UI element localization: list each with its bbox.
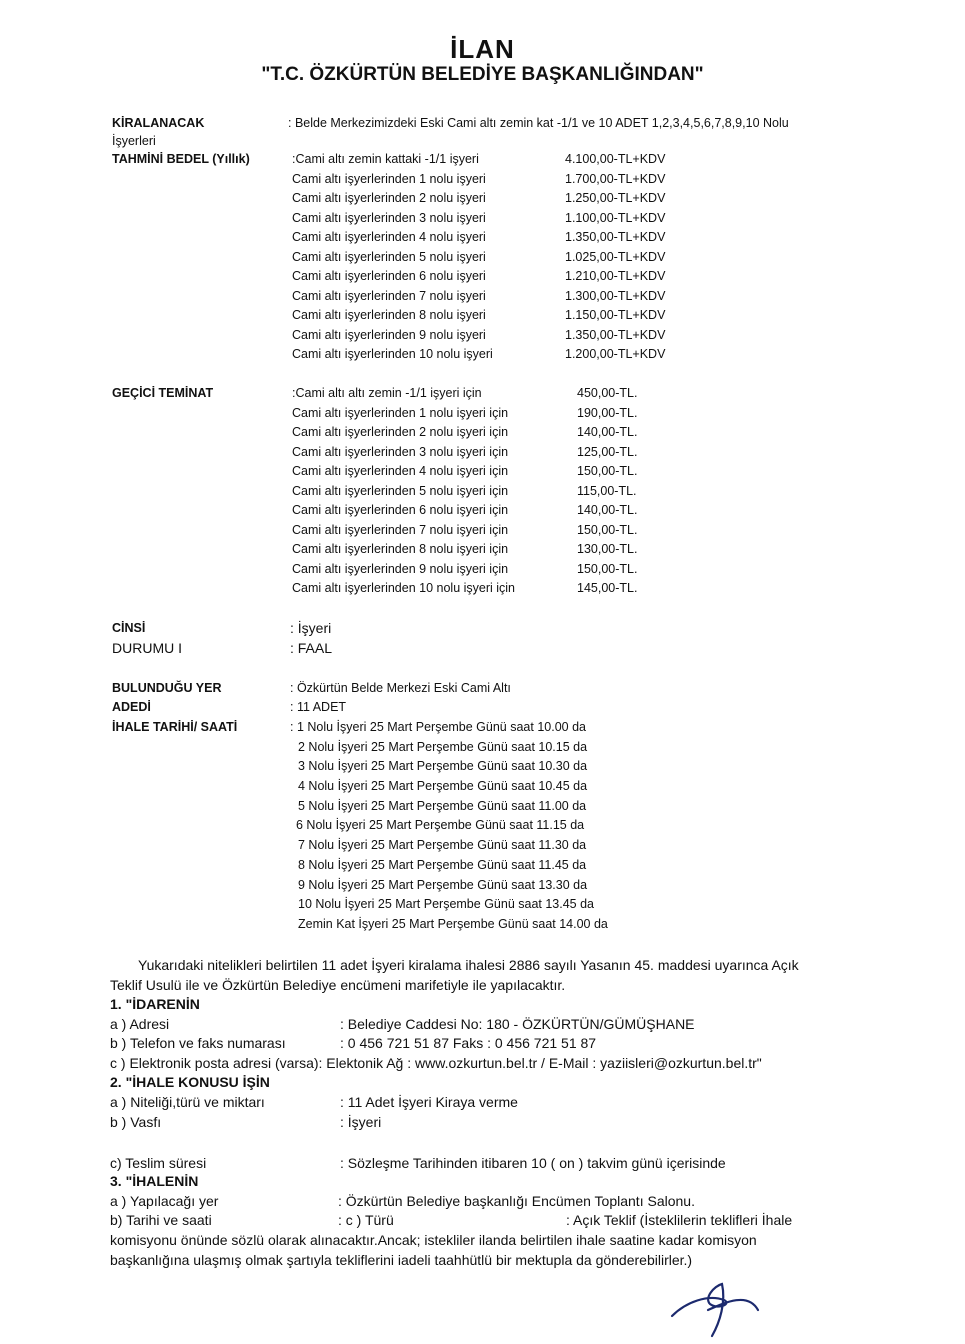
gecici-teminat-label: GEÇİCİ TEMİNAT [112, 386, 214, 400]
bedel-amount: 1.350,00-TL+KDV [565, 327, 666, 342]
notice-title: İLAN [450, 34, 515, 64]
ihale-row: Zemin Kat İşyeri 25 Mart Perşembe Günü saat 14.00 da [298, 916, 608, 931]
closing-line-1: komisyonu önünde sözlü olarak alınacaktır.Ancak; istekliler ilanda belirtilen ihale saatine kadar komisyon [110, 1232, 757, 1248]
teminat-amount: 145,00-TL. [577, 581, 638, 595]
bedel-desc: Cami altı işyerlerinden 1 nolu işyeri [292, 171, 486, 186]
signature-mark [668, 1280, 764, 1340]
teminat-row [292, 423, 692, 443]
teminat-desc: Cami altı işyerlerinden 6 nolu işyeri için [292, 503, 509, 517]
teminat-desc: Cami altı işyerlerinden 7 nolu işyeri için [292, 522, 509, 537]
bedel-row [292, 306, 712, 326]
teminat-amount: 115,00-TL. [577, 483, 637, 498]
durumu-value: : FAAL [290, 640, 333, 656]
s1-a-key: a ) Adresi [110, 1016, 170, 1032]
teminat-desc: Cami altı işyerlerinden 1 nolu işyeri için [292, 405, 509, 420]
ihale-row: 9 Nolu İşyeri 25 Mart Perşembe Günü saat 13.30 da [298, 877, 588, 892]
bedel-amount: 4.100,00-TL+KDV [565, 152, 666, 166]
kiralanacak-label: KİRALANACAK [112, 116, 205, 130]
bedel-desc: :Cami altı zemin kattaki -1/1 işyeri [292, 152, 479, 166]
s3-b-key: b) Tarihi ve saati [110, 1212, 212, 1228]
teminat-desc: Cami altı işyerlerinden 4 nolu işyeri için [292, 464, 509, 478]
bedel-amount: 1.210,00-TL+KDV [565, 269, 666, 283]
ihale-tarihi-label: İHALE TARİHİ/ SAATİ [112, 720, 238, 734]
teminat-desc: :Cami altı altı zemin -1/1 işyeri için [292, 386, 482, 400]
bedel-desc: Cami altı işyerlerinden 3 nolu işyeri [292, 210, 486, 225]
s1-a-val: : Belediye Caddesi No: 180 - ÖZKÜRTÜN/GÜMÜŞHANE [340, 1016, 695, 1032]
notice-subtitle: "T.C. ÖZKÜRTÜN BELEDİYE BAŞKANLIĞINDAN" [261, 64, 704, 85]
teminat-desc: Cami altı işyerlerinden 10 nolu işyeri için [292, 581, 516, 595]
teminat-row [292, 384, 692, 404]
bedel-amount: 1.350,00-TL+KDV [565, 230, 666, 244]
teminat-amount: 130,00-TL. [577, 542, 638, 556]
bulundugu-yer-label: BULUNDUĞU YER [112, 681, 222, 695]
s3-c-key: : c ) Türü [338, 1212, 394, 1228]
s2-b-val: : İşyeri [340, 1114, 382, 1130]
intro-line-1: Yukarıdaki nitelikleri belirtilen 11 adet İşyeri kiralama ihalesi 2886 sayılı Yasanın 45. maddesi uyarınca Açık [138, 957, 799, 973]
signature-stroke [672, 1284, 758, 1336]
s1-b-val: : 0 456 721 51 87 Faks : 0 456 721 51 87 [340, 1035, 597, 1051]
cinsi-label: CİNSİ [112, 621, 146, 635]
bedel-amount: 1.700,00-TL+KDV [565, 171, 666, 186]
teminat-row [292, 404, 692, 424]
bedel-row [292, 326, 712, 346]
s2-a-val: : 11 Adet İşyeri Kiraya verme [340, 1094, 518, 1110]
bedel-desc: Cami altı işyerlerinden 9 nolu işyeri [292, 327, 486, 342]
adedi-value: : 11 ADET [290, 700, 347, 714]
ihale-row: 8 Nolu İşyeri 25 Mart Perşembe Günü saat 11.45 da [298, 857, 587, 872]
s3-c-val: : Açık Teklif (İsteklilerin teklifleri İhale [566, 1212, 793, 1228]
tahmini-bedel-list [292, 150, 712, 365]
bedel-row [292, 150, 712, 170]
bedel-amount: 1.100,00-TL+KDV [565, 210, 666, 225]
tahmini-bedel-label: TAHMİNİ BEDEL (Yıllık) [112, 152, 250, 166]
section-1-title: 1. "İDARENİN [110, 996, 200, 1012]
teminat-desc: Cami altı işyerlerinden 8 nolu işyeri için [292, 542, 509, 556]
teminat-desc: Cami altı işyerlerinden 2 nolu işyeri için [292, 425, 509, 439]
teminat-row [292, 540, 692, 560]
teminat-desc: Cami altı işyerlerinden 5 nolu işyeri için [292, 483, 509, 498]
teslim-key: c) Teslim süresi [110, 1155, 207, 1171]
bedel-row [292, 228, 712, 248]
bedel-amount: 1.150,00-TL+KDV [565, 308, 666, 322]
bedel-desc: Cami altı işyerlerinden 8 nolu işyeri [292, 308, 486, 322]
section-2-title: 2. "İHALE KONUSU İŞİN [110, 1074, 270, 1090]
teminat-row [292, 560, 692, 580]
closing-line-2: başkanlığına ulaşmış olmak şartıyla tekliflerini iadeli taahhütlü bir mektupla da gönderebilirler.) [110, 1252, 693, 1268]
bulundugu-yer-value: : Özkürtün Belde Merkezi Eski Cami Altı [290, 681, 511, 695]
ihale-row: 3 Nolu İşyeri 25 Mart Perşembe Günü saat 10.30 da [298, 759, 588, 774]
bedel-amount: 1.025,00-TL+KDV [565, 249, 666, 264]
cinsi-value: : İşyeri [290, 620, 332, 636]
teslim-val: : Sözleşme Tarihinden itibaren 10 ( on ) takvim günü içerisinde [340, 1155, 726, 1171]
teminat-amount: 150,00-TL. [577, 561, 638, 576]
teminat-row [292, 462, 692, 482]
s3-a-key: a ) Yapılacağı yer [110, 1193, 219, 1209]
bedel-row [292, 287, 712, 307]
teminat-amount: 190,00-TL. [577, 405, 638, 420]
bedel-desc: Cami altı işyerlerinden 7 nolu işyeri [292, 288, 486, 303]
teminat-row [292, 443, 692, 463]
teminat-amount: 140,00-TL. [577, 425, 638, 439]
kiralanacak-label-2: İşyerleri [112, 134, 156, 148]
ihale-row: 6 Nolu İşyeri 25 Mart Perşembe Günü saat 11.15 da [296, 818, 585, 833]
bedel-row [292, 267, 712, 287]
teminat-desc: Cami altı işyerlerinden 9 nolu işyeri için [292, 561, 509, 576]
durumu-label: DURUMU I [112, 640, 182, 656]
ihale-row: 10 Nolu İşyeri 25 Mart Perşembe Günü saat 13.45 da [298, 897, 594, 912]
bedel-row [292, 345, 712, 365]
bedel-desc: Cami altı işyerlerinden 2 nolu işyeri [292, 191, 486, 205]
bedel-row [292, 170, 712, 190]
bedel-desc: Cami altı işyerlerinden 5 nolu işyeri [292, 249, 486, 264]
teminat-amount: 450,00-TL. [577, 386, 638, 400]
bedel-desc: Cami altı işyerlerinden 4 nolu işyeri [292, 230, 486, 244]
teminat-row [292, 482, 692, 502]
bedel-amount: 1.300,00-TL+KDV [565, 288, 666, 303]
bedel-desc: Cami altı işyerlerinden 10 nolu işyeri [292, 347, 493, 361]
s2-a-key: a ) Niteliği,türü ve miktarı [110, 1094, 265, 1110]
ihale-tarihi-list [290, 718, 710, 935]
s2-b-key: b ) Vasfı [110, 1114, 162, 1130]
s1-c-line: c ) Elektronik posta adresi (varsa): Elektonik Ağ : www.ozkurtun.bel.tr / E-Mail : yaziisleri@ozkurtun.bel.tr" [110, 1055, 762, 1071]
ihale-row: 7 Nolu İşyeri 25 Mart Perşembe Günü saat 11.30 da [298, 838, 587, 853]
bedel-amount: 1.250,00-TL+KDV [565, 191, 666, 205]
ihale-row: 5 Nolu İşyeri 25 Mart Perşembe Günü saat 11.00 da [298, 798, 587, 813]
bedel-row [292, 209, 712, 229]
gecici-teminat-list [292, 384, 692, 599]
intro-line-2: Teklif Usulü ile ve Özkürtün Belediye encümeni marifetiyle ile yapılacaktır. [110, 977, 566, 993]
teminat-amount: 150,00-TL. [577, 464, 638, 478]
bedel-row [292, 248, 712, 268]
bedel-desc: Cami altı işyerlerinden 6 nolu işyeri [292, 269, 486, 283]
teminat-row [292, 521, 692, 541]
ihale-row: : 1 Nolu İşyeri 25 Mart Perşembe Günü saat 10.00 da [290, 720, 586, 734]
section-3-title: 3. "İHALENİN [110, 1173, 199, 1189]
adedi-label: ADEDİ [112, 700, 151, 714]
teminat-row [292, 501, 692, 521]
teminat-row [292, 579, 692, 599]
s3-a-val: : Özkürtün Belediye başkanlığı Encümen Toplantı Salonu. [338, 1193, 695, 1209]
ihale-row: 2 Nolu İşyeri 25 Mart Perşembe Günü saat 10.15 da [298, 739, 588, 754]
teminat-amount: 125,00-TL. [577, 444, 638, 459]
kiralanacak-value: : Belde Merkezimizdeki Eski Cami altı zemin kat -1/1 ve 10 ADET 1,2,3,4,5,6,7,8,9,10 Nolu [288, 116, 789, 130]
teminat-amount: 140,00-TL. [577, 503, 638, 517]
s1-b-key: b ) Telefon ve faks numarası [110, 1035, 286, 1051]
teminat-amount: 150,00-TL. [577, 522, 638, 537]
ihale-row: 4 Nolu İşyeri 25 Mart Perşembe Günü saat 10.45 da [298, 779, 588, 794]
teminat-desc: Cami altı işyerlerinden 3 nolu işyeri için [292, 444, 509, 459]
bedel-row [292, 189, 712, 209]
bedel-amount: 1.200,00-TL+KDV [565, 347, 666, 361]
